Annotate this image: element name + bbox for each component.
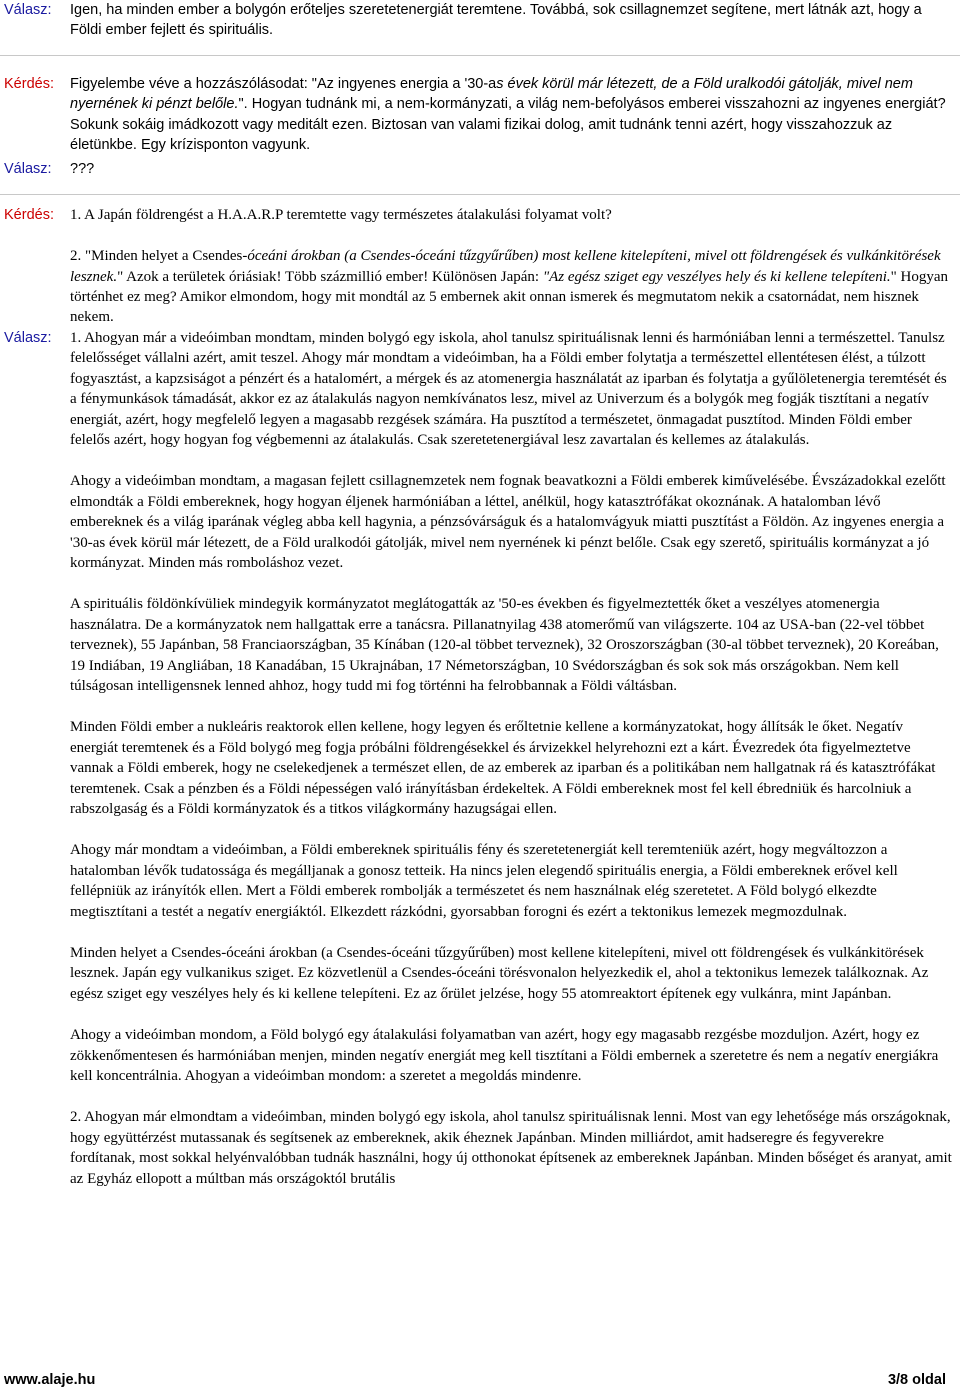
question-1: 1. A Japán földrengést a H.A.A.R.P teremtette vagy természetes átalakulási folyamat volt? (70, 206, 612, 223)
answer-text: ??? (70, 161, 95, 178)
answer-label: Válasz: (4, 329, 52, 346)
question-quote: s évek körül már létezett, de a Föld uralkodói gátolják, mivel nem nyernének ki pénzt belőle. (70, 75, 913, 113)
question-label: Kérdés: (4, 75, 54, 92)
answer-paragraph: 2. Ahogyan már elmondtam a videóimban, minden bolygó egy iskola, ahol tanulsz spirituálisnak lenni. Most van egy lehetősége más országoknak, hogy együttérzést mutassanak és segítsenek az embereknek, akik éheznek Japánban. Minden milliárdot, amit hadseregre és fegyverekre fordítanak, most sokkal helyénvalóbban tudnák használni, hogy új otthonokat építsenek az embereknek Japánban. Minden bőséget és aranyat, amit az Egyház ellopott a múltban más országoktól brutális (70, 1109, 952, 1187)
answer-paragraph: Ahogy a videóimban mondom, a Föld bolygó egy átalakulási folyamatban van azért, hogy egy magasabb rezgésbe mozduljon. Azért, hogy ez zökkenőmentesen és harmóniában menjen, minden negatív energiát meg kell tisztítani a Földi embernek a szeretetre és nem a negatív energiákra kell koncentrálnia. Ahogyan a videóimban mondom: a szeretet a megoldás mindenre. (70, 1027, 939, 1085)
question-text: Figyelembe véve a hozzászólásodat: "Az ingyenes energia a '30-as évek körül már létezett, de a Föld uralkodói gátolják, mivel nem nyernének ki pénzt belőle.". Hogyan tudnánk mi, a nem-kormányzati, a világ nem-befolyásos emberei visszahozni az ingyenes energiát? Sokunk sokáig imádkozott vagy meditált ezen. Biztosan van valami fizikai dolog, amit tudnánk tenni azért, hogy visszahozzuk az életünkbe. Egy krízisponton vagyunk. (70, 75, 946, 154)
answer-text: Igen, ha minden ember a bolygón erőteljes szeretetenergiát teremtene. Továbbá, sok csillagnemzet segítene, mert látnák azt, hogy a Földi ember fejlett és spirituális. (70, 2, 922, 39)
footer-site-link[interactable]: www.alaje.hu (4, 1372, 96, 1388)
question-2: 2. "Minden helyet a Csendes-óceáni árokban (a Csendes-óceáni tűzgyűrűben) most kellene kitelepíteni, mivel ott földrengések és vulkánkitörések lesznek." Azok a területek óriásiak! Több százmillió ember! Különösen Japán: "Az egész sziget egy veszélyes hely és ki kellene telepíteni." Hogyan történhet ez meg? Amikor elmondom, hogy mit mondtál az 5 embernek akit onnan ismerek és megmutatom nekik a csatornádat, nem hisznek nekem. (70, 248, 949, 326)
answer-block-3 (0, 328, 960, 1189)
page-number: 3/8 oldal (887, 1372, 946, 1388)
answer-label: Válasz: (4, 2, 52, 18)
question-block-3 (0, 205, 960, 328)
answer-paragraph: 1. Ahogyan már a videóimban mondtam, minden bolygó egy iskola, ahol tanulsz spirituálisnak lenni és harmóniában lenni a természettel. Tanulsz felelősséget vállalni azért, amit teszel. Ahogy már mondtam a videóimban, ha a Földi ember folytatja a természettel ellentétesen élést, a túlzott fogyasztást, a kapzsiságot a pénzért és a hatalomért, a mérgek és az atomenergia használatát az iparban és folytatja a gyűlöletenergia teremtését és a fénymunkások támadását, akkor ez az átalakulás nagyon nemkívánatos lesz, mivel az Univerzum és a bolygók meg fogják tisztítani a negatív energiát, azért, hogy megfelelő legyen a magasabb rezgések számára. Ha pusztítod a természetet, önmagadat pusztítod. Minden Földi ember felelős azért, hogy hogyan fog végbemenni az átalakulás. Csak szeretetenergiával lesz zavartalan és kellemes az átalakulás. (70, 329, 947, 448)
answer-paragraph: Ahogy a videóimban mondtam, a magasan fejlett csillagnemzetek nem fognak beavatkozni a Földi emberek kiművelésébe. Évszázadokkal ezelőtt elmondták a Földi embereknek, hogy hogyan éljenek harmóniában a léttel, anélkül, hogy katasztrófákat okoznának. A hatalomban lévő embereknek és a világ iparának végleg abba kell hagynia, a pénzsóvárságuk és a hatalomvágyuk miatti pusztítást a Földön. Az ingyenes energia a '30-as évek körül már létezett, de a Föld uralkodói gátolják, mivel nem nyernének ki pénzt belőle. Csak egy szerető, spirituális kormányzat a jó kormányzat. Minden más romboláshoz vezet. (70, 473, 946, 571)
answer-label: Válasz: (4, 161, 52, 178)
page-footer (0, 1370, 960, 1389)
question-block-2 (0, 74, 960, 156)
answer-block-1 (0, 0, 960, 41)
answer-paragraph: A spirituális földönkívüliek mindegyik kormányzatot meglátogatták az '50-es években és figyelmeztették őket a veszélyes atomenergia használatra. De a kormányzatok nem hallgattak erre a tanácsra. Pillanatnyilag 438 atomerőmű van világszerte. 104 az USA-ban (22-vel többet terveznek), 55 Japánban, 58 Franciaországban, 35 Kínában (120-al többet terveznek), 32 Oroszországban (30-al többet terveznek), 20 Koreában, 19 Indiában, 19 Angliában, 18 Kanadában, 15 Ukrajnában, 17 Németországban, 10 Svédországban és sok sok más országokban. Nem kell túlságosan intelligensnek lenned ahhoz, hogy tudd mi fog történni ha felrobbannak a Földi váltásban. (70, 596, 939, 694)
answer-paragraph: Minden Földi ember a nukleáris reaktorok ellen kellene, hogy legyen és erőltetnie kellene a kormányzatokat, hogy állítsák le őket. Negatív energiát teremtenek és a Föld bolygó meg fogja próbálni földrengésekkel és árvizekkel helyrehozni ezt a kárt. Évezredek óta figyelmeztetve vannak a Földi emberek, hogy ne cselekedjenek a természet ellen, de az emberek az iparban és a politikában nem hallgatnak rá és katasztrófákat teremtenek. Csak a pénzben és a Földi népességen való irányításban érdekeltek. A Földi embereknek most fel kell ébredniük és harcolniuk a rabszolgaság és a Földi kormányzatok és a titkos világkormány hazugságai ellen. (70, 719, 936, 817)
answer-block-2 (0, 159, 960, 179)
answer-paragraph: Minden helyet a Csendes-óceáni árokban (a Csendes-óceáni tűzgyűrűben) most kellene kitelepíteni, mivel ott földrengések és vulkánkitörések lesznek. Japán egy vulkanikus sziget. Ez közvetlenül a Csendes-óceáni törésvonalon helyezkedik el, ahol a tektonikus lemezek találkoznak. Az egész sziget egy veszélyes hely és ki kellene telepíteni. Ez az őrület jelzése, hogy 55 atomreaktort építenek egy vulkánra, mint Japánban. (70, 945, 929, 1002)
question-label: Kérdés: (4, 206, 54, 223)
answer-paragraph: Ahogy már mondtam a videóimban, a Földi embereknek spirituális fény és szeretetenergiát kell teremteniük azért, hogy megváltozzon a hatalomban lévők tudatossága és megálljanak a gonosz tetteik. Ha nincs jelen elegendő spirituális energia, a Földi embereknek erővel kell fellépniük az irányítók ellen. Mert a Földi emberek rombolják a természetet és nem használnak elég szeretetet. A Föld bolygó elkezdte megtisztítani a testét a negatív energiáktól. Elkezdett rázkódni, gyorsabban forogni és ezért a tektonikus lemezek megmozdulnak. (70, 842, 898, 920)
